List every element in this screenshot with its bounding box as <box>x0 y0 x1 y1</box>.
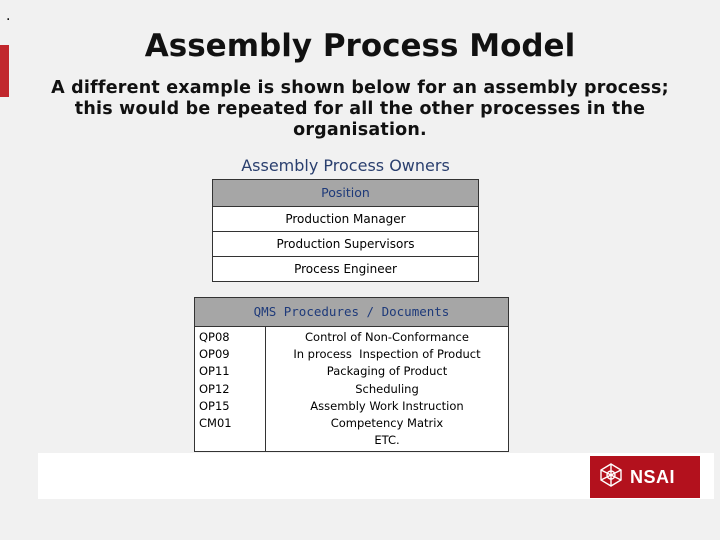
qms-desc: Scheduling <box>355 381 419 396</box>
owners-row: Production Manager <box>212 207 479 232</box>
logo-text: NSAI <box>630 466 676 487</box>
slide-subtitle: A different example is shown below for an assembly process; this would be repeated for all the other processes in the organisation. <box>51 78 669 140</box>
qms-code: CM01 <box>199 415 232 430</box>
qms-desc: Assembly Work Instruction <box>310 398 464 413</box>
owners-table-header: Assembly Process Owners <box>212 152 479 179</box>
qms-desc: Packaging of Product <box>326 364 448 379</box>
owners-row: Process Engineer <box>212 257 479 282</box>
nsai-globe-icon <box>598 462 624 492</box>
owners-column-header: Position <box>212 179 479 207</box>
owners-row: Production Supervisors <box>212 232 479 257</box>
qms-code: QP08 <box>199 330 230 344</box>
qms-code: OP09 <box>199 347 230 362</box>
qms-code: OP15 <box>199 398 230 413</box>
qms-code-column <box>195 327 266 451</box>
qms-code: OP12 <box>199 381 230 396</box>
qms-table <box>194 297 509 452</box>
qms-desc: Control of Non-Conformance <box>305 330 469 344</box>
owners-table <box>212 152 479 282</box>
qms-table-body <box>194 327 509 452</box>
stray-mark: . <box>6 8 11 24</box>
qms-desc: Competency Matrix <box>330 415 444 430</box>
qms-code: OP11 <box>199 364 230 379</box>
qms-code <box>199 432 265 449</box>
nsai-logo <box>590 456 700 498</box>
qms-desc-column <box>266 327 508 451</box>
qms-desc: In process Inspection of Product <box>293 347 481 362</box>
slide-title: Assembly Process Model <box>144 28 576 64</box>
qms-table-header: QMS Procedures / Documents <box>194 297 509 327</box>
qms-desc: ETC. <box>374 433 400 448</box>
